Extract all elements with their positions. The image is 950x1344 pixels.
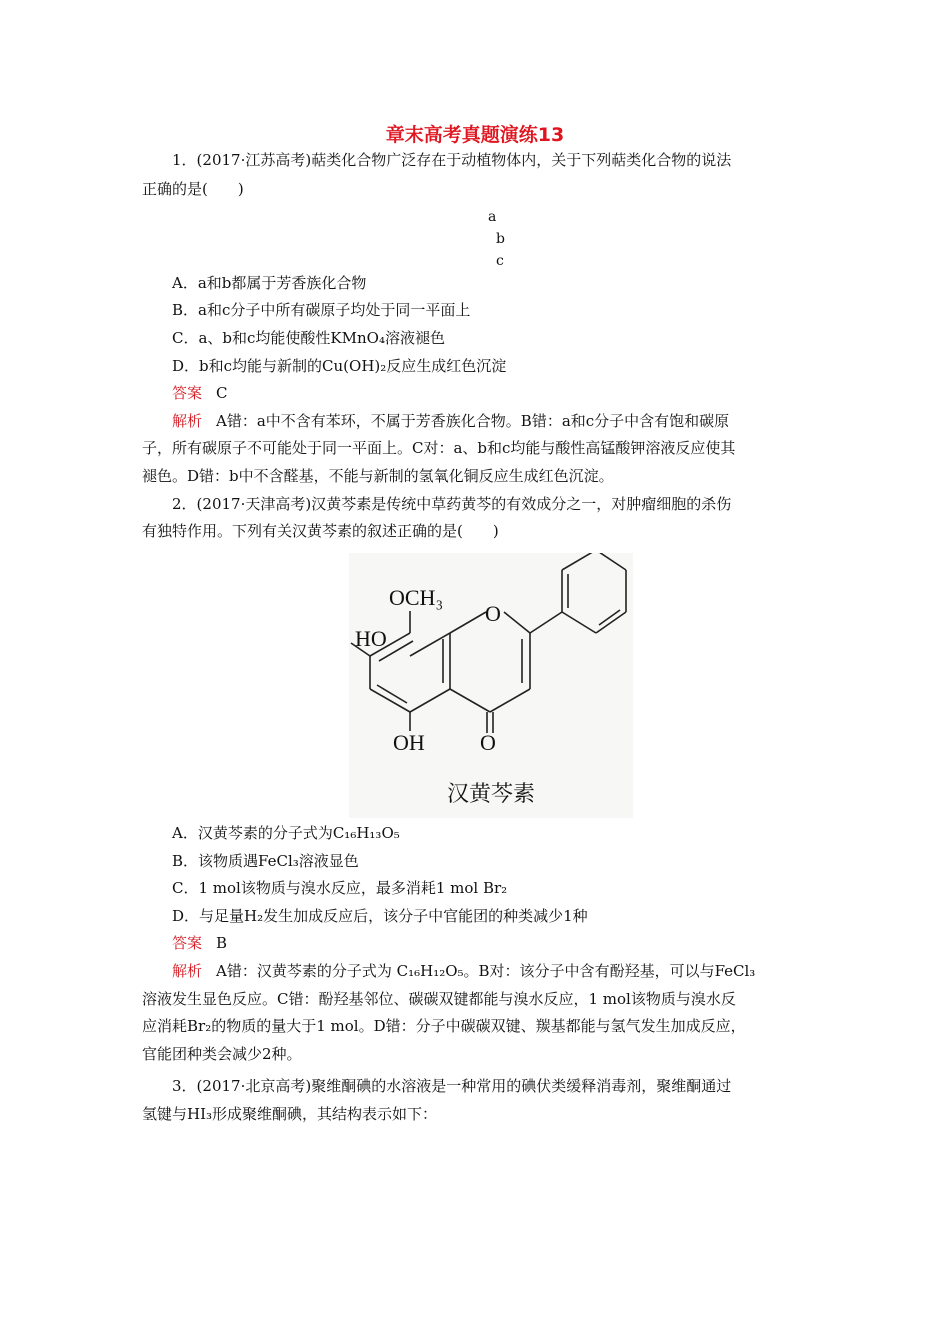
q2-answer (172, 933, 227, 953)
q1-stem-line2: 正确的是( ) (142, 180, 244, 198)
wogonin-structure-diagram (349, 553, 633, 818)
q1-analysis-line3: 褪色。D错：b中不含醛基，不能与新制的氢氧化铜反应生成红色沉淀。 (142, 467, 614, 485)
och3-label: OCH₃ (389, 585, 444, 610)
analysis-text: A错：汉黄芩素的分子式为 C₁₆H₁₂O₅。B对：该分子中含有酚羟基，可以与FeCl₃ (216, 962, 756, 980)
q2-option-c: C．1 mol该物质与溴水反应，最多消耗1 mol Br₂ (172, 879, 508, 897)
q2-stem-line2: 有独特作用。下列有关汉黄芩素的叙述正确的是( ) (142, 522, 499, 540)
q1-option-b: B．a和c分子中所有碳原子均处于同一平面上 (172, 301, 471, 319)
compound-a-label: a (488, 209, 497, 225)
structure-labels (355, 585, 501, 755)
compound-b-label: b (496, 231, 505, 247)
ho-label: HO (355, 626, 387, 651)
oh-label: OH (393, 730, 425, 755)
q1-option-d: D．b和c均能与新制的Cu(OH)₂反应生成红色沉淀 (172, 357, 507, 375)
ring-oxygen-label: O (485, 601, 501, 626)
q2-analysis-line1 (172, 961, 755, 981)
answer-label: 答案 (172, 384, 203, 402)
answer-value: B (216, 934, 228, 952)
q2-analysis-line3: 应消耗Br₂的物质的量大于1 mol。D错：分子中碳碳双键、羰基都能与氢气发生加成反应， (142, 1017, 746, 1035)
analysis-text: A错：a中不含有苯环，不属于芳香族化合物。B错：a和c分子中含有饱和碳原 (216, 412, 730, 430)
q1-answer (172, 383, 228, 403)
q3-stem-line1: 3．(2017·北京高考)聚维酮碘的水溶液是一种常用的碘伏类缓释消毒剂，聚维酮通过 (172, 1077, 732, 1095)
q2-stem-line1: 2．(2017·天津高考)汉黄芩素是传统中草药黄芩的有效成分之一，对肿瘤细胞的杀伤 (172, 495, 732, 513)
compound-c-label: c (496, 253, 504, 269)
page-title: 章末高考真题演练13 (385, 124, 565, 146)
q2-option-d: D．与足量H₂发生加成反应后，该分子中官能团的种类减少1种 (172, 907, 588, 925)
q1-analysis-line1 (172, 411, 729, 431)
q2-option-a: A．汉黄芩素的分子式为C₁₆H₁₃O₅ (172, 824, 400, 842)
q1-analysis-line2: 子，所有碳原子不可能处于同一平面上。C对：a、b和c均能与酸性高锰酸钾溶液反应使其 (142, 439, 736, 457)
analysis-label: 解析 (172, 412, 203, 430)
figure-caption: 汉黄芩素 (446, 782, 536, 807)
q3-stem-line2: 氢键与HI₃形成聚维酮碘，其结构表示如下： (142, 1105, 438, 1123)
wogonin-structure-figure (349, 553, 633, 818)
q1-option-a: A．a和b都属于芳香族化合物 (172, 274, 367, 292)
analysis-label: 解析 (172, 962, 203, 980)
answer-value: C (216, 384, 228, 402)
q2-analysis-line2: 溶液发生显色反应。C错：酚羟基邻位、碳碳双键都能与溴水反应，1 mol该物质与溴水反 (142, 990, 736, 1008)
q2-analysis-line4: 官能团种类会减少2种。 (142, 1045, 302, 1063)
carbonyl-oxygen-label: O (480, 730, 496, 755)
q1-option-c: C．a、b和c均能使酸性KMnO₄溶液褪色 (172, 329, 445, 347)
q2-option-b: B．该物质遇FeCl₃溶液显色 (172, 852, 359, 870)
answer-label: 答案 (172, 934, 203, 952)
q1-stem-line1: 1．(2017·江苏高考)萜类化合物广泛存在于动植物体内，关于下列萜类化合物的说法 (172, 151, 732, 169)
structure-bonds (351, 553, 626, 733)
